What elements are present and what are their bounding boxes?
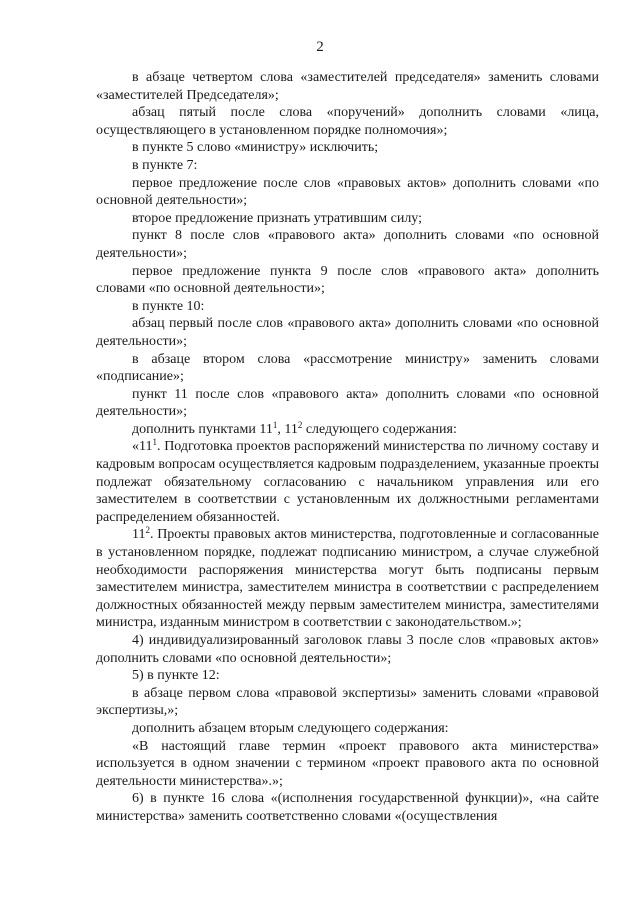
paragraph: в пункте 5 слово «министру» исключить; bbox=[132, 140, 379, 156]
paragraph: 4) индивидуализированный заголовок главы 3 после слов «правовых актов» дополнить словами «по основной деятельности»; bbox=[96, 633, 599, 666]
paragraph: в абзаце четвертом слова «заместителей председателя» заменить словами «заместителей Председателя»; bbox=[96, 70, 599, 103]
paragraph: в пункте 7: bbox=[132, 157, 198, 173]
paragraph-text: «11 bbox=[132, 439, 153, 455]
page-number: 2 bbox=[316, 39, 324, 55]
paragraph-text: , 11 bbox=[277, 421, 298, 437]
superscript: 2 bbox=[297, 419, 303, 430]
paragraph: в абзаце первом слова «правовой экспертизы» заменить словами «правовой экспертизы,»; bbox=[96, 685, 599, 719]
document-body bbox=[96, 69, 599, 826]
paragraph: пункт 8 после слов «правового акта» дополнить словами «по основной деятельности»; bbox=[96, 228, 599, 261]
paragraph-text: . Проекты правовых актов министерства, подготовленные и согласованные в установленном порядке, подлежат подписанию министром, а случае служебной необходимости распоряжения министерства могут быть подписаны первым заместителем министра, заместителем министра в соответствии с распределением должностных обязанностей между первым заместителем министра, заместителями министра, изданным министром в соответствии с законодательством.»; bbox=[96, 527, 599, 631]
paragraph bbox=[96, 421, 599, 439]
paragraph-text: дополнить пунктами 11 bbox=[132, 421, 273, 437]
paragraph: 5) в пункте 12: bbox=[132, 668, 220, 684]
paragraph: второе предложение признать утратившим силу; bbox=[132, 210, 423, 226]
paragraph bbox=[96, 438, 599, 526]
paragraph: в абзаце втором слова «рассмотрение министру» заменить словами «подписание»; bbox=[96, 351, 599, 385]
paragraph: в пункте 10: bbox=[132, 298, 205, 314]
paragraph: первое предложение пункта 9 после слов «правового акта» дополнить словами «по основной деятельности»; bbox=[96, 263, 599, 297]
superscript: 2 bbox=[145, 525, 150, 536]
paragraph: «В настоящий главе термин «проект правового акта министерства» используется в одном значении с термином «проект правового акта по основной деятельности министерства».»; bbox=[96, 738, 599, 789]
superscript: 1 bbox=[152, 437, 157, 448]
paragraph: первое предложение после слов «правовых актов» дополнить словами «по основной деятельности»; bbox=[96, 175, 599, 209]
paragraph bbox=[96, 526, 599, 632]
superscript: 1 bbox=[272, 419, 278, 430]
paragraph-text: . Подготовка проектов распоряжений министерства по личному составу и кадровым вопросам осуществляется кадровым подразделением, указанные проекты подлежат обязательному согласованию с начальником управления или его заместителем в соответствии с установленным их должностными регламентами распределением обязанностей. bbox=[96, 439, 599, 525]
paragraph: абзац пятый после слова «поручений» дополнить словами «лица, осуществляющего в установленном порядке полномочия»; bbox=[96, 105, 599, 138]
paragraph: 6) в пункте 16 слова «(исполнения государственной функции)», «на сайте министерства» заменить соответственно словами «(осуществления bbox=[96, 791, 599, 824]
paragraph: пункт 11 после слов «правового акта» дополнить словами «по основной деятельности»; bbox=[96, 386, 599, 420]
paragraph: дополнить абзацем вторым следующего содержания: bbox=[132, 720, 449, 736]
paragraph-text: 11 bbox=[132, 527, 146, 543]
paragraph: абзац первый после слов «правового акта» дополнить словами «по основной деятельности»; bbox=[96, 316, 599, 349]
paragraph-text: следующего содержания: bbox=[302, 421, 457, 437]
